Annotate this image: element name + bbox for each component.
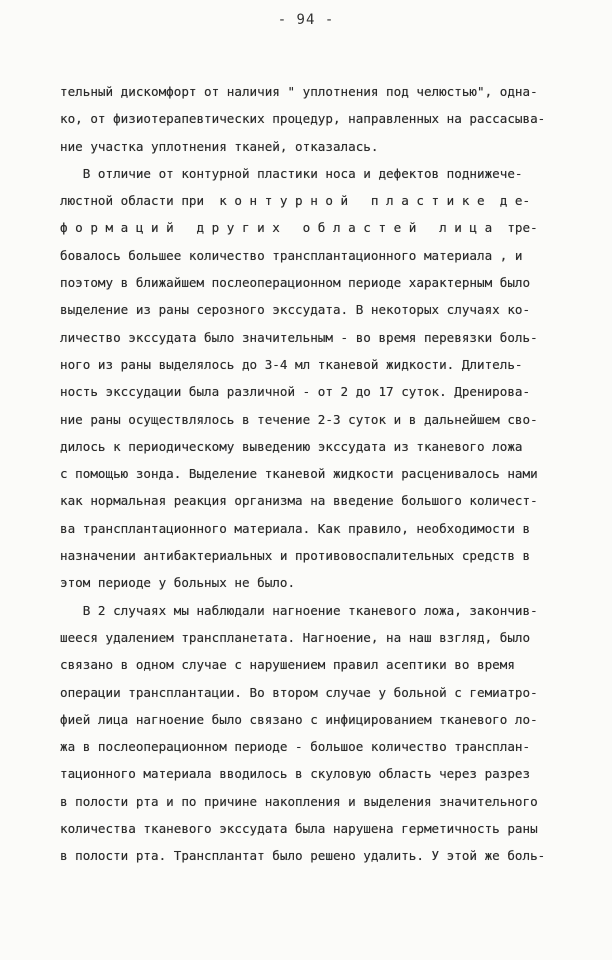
text-line: связано в одном случае с нарушением правил асептики во время: [60, 657, 515, 673]
text-line: этом периоде у больных не было.: [60, 575, 296, 591]
text-line: бовалось большее количество трансплантационного материала , и: [60, 247, 523, 263]
text-line: тельный дискомфорт от наличия " уплотнения под челюстью", одна-: [60, 84, 538, 99]
text-line: ние раны осуществлялось в течение 2-3 суток и в дальнейшем сво-: [60, 411, 538, 427]
text-line: выделение из раны серозного экссудата. В некоторых случаях ко-: [60, 302, 531, 318]
text-line: ф о р м а ц и й д р у г и х о б л а с т е й л и ц а тре-: [60, 220, 538, 236]
text-line: количества тканевого экссудата была нарушена герметичность раны: [60, 821, 538, 837]
text-line: шееся удалением транспланетата. Нагноение, на наш взгляд, было: [60, 629, 531, 645]
text-line: В отличие от контурной пластики носа и дефектов поднижече-: [60, 165, 523, 181]
text-line: ние участка уплотнения тканей, отказалась.: [60, 138, 379, 154]
text-line: ко, от физиотерапевтических процедур, направленных на рассасыва-: [60, 111, 546, 127]
text-line: в полости рта и по причине накопления и выделения значительного: [60, 793, 538, 809]
text-line: ного из раны выделялось до 3-4 мл тканевой жидкости. Длитель-: [60, 356, 523, 372]
text-line: в полости рта. Трансплантат было решено удалить. У этой же боль-: [60, 848, 546, 864]
text-line: люстной области при к о н т у р н о й п л а с т и к е д е-: [60, 193, 531, 209]
text-line: как нормальная реакция организма на введение большого количест-: [60, 493, 538, 509]
text-line: ва трансплантационного материала. Как правило, необходимости в: [60, 520, 531, 536]
text-line: фией лица нагноение было связано с инфицированием тканевого ло-: [60, 711, 538, 727]
page-number: - 94 -: [277, 12, 335, 28]
text-line: назначении антибактериальных и противовоспалительных средств в: [60, 548, 531, 564]
body-text: [60, 78, 580, 870]
text-line: поэтому в ближайшем послеоперационном периоде характерным было: [60, 275, 531, 291]
text-line: жа в послеоперационном периоде - большое количество трансплан-: [60, 739, 531, 755]
text-line: дилось к периодическому выведению экссудата из тканевого ложа: [60, 438, 523, 454]
text-line: тационного материала вводилось в скуловую область через разрез: [60, 766, 531, 782]
text-line: ность экссудации была различной - от 2 до 17 суток. Дренирова-: [60, 384, 531, 400]
text-line: В 2 случаях мы наблюдали нагноение тканевого ложа, закончив-: [60, 602, 538, 618]
text-line: личество экссудата было значительным - во время перевязки боль-: [60, 329, 538, 345]
text-line: операции трансплантации. Во втором случае у больной с гемиатро-: [60, 684, 538, 700]
text-line: с помощью зонда. Выделение тканевой жидкости расценивалось нами: [60, 466, 538, 482]
